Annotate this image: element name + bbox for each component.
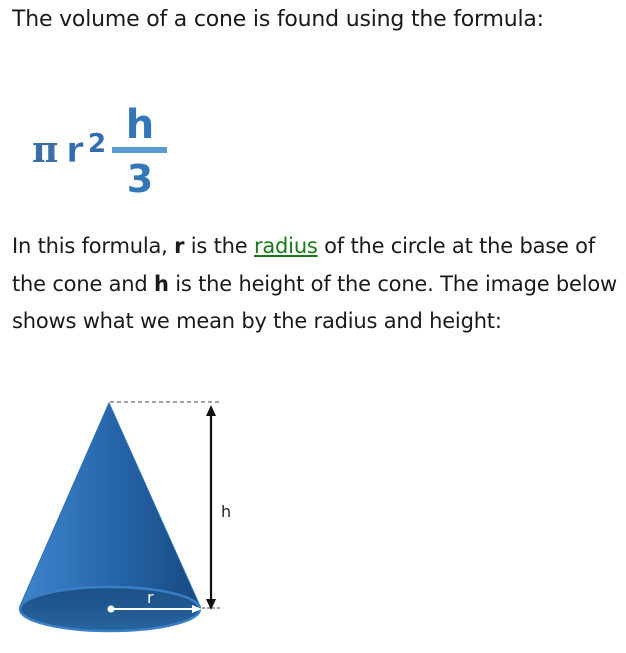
height-arrowhead-up [206,405,216,416]
explanation-part1: In this formula, [12,234,175,258]
explanation-part4: is the height of the cone. The image below shows what we mean by the radius and height: [12,271,618,333]
intro-text: The volume of a cone is found using the formula: [12,7,544,32]
radius-variable: r [66,130,84,171]
formula-explanation [12,228,622,341]
explanation-part2: is the [184,234,254,258]
cone-volume-formula [30,100,190,200]
radius-link[interactable]: radius [253,234,318,258]
r-bold: r [174,234,185,258]
pi-symbol: π [32,129,59,171]
cone-body [20,403,200,606]
cone-diagram [10,390,240,645]
explanation-part3: of the circle at the base of the cone and [12,234,596,296]
height-label: h [221,502,232,521]
radius-label: r [147,588,154,607]
fraction-numerator: h [125,102,155,148]
h-bold: h [154,271,169,296]
exponent-two: 2 [88,129,107,159]
fraction-denominator: 3 [126,157,154,200]
